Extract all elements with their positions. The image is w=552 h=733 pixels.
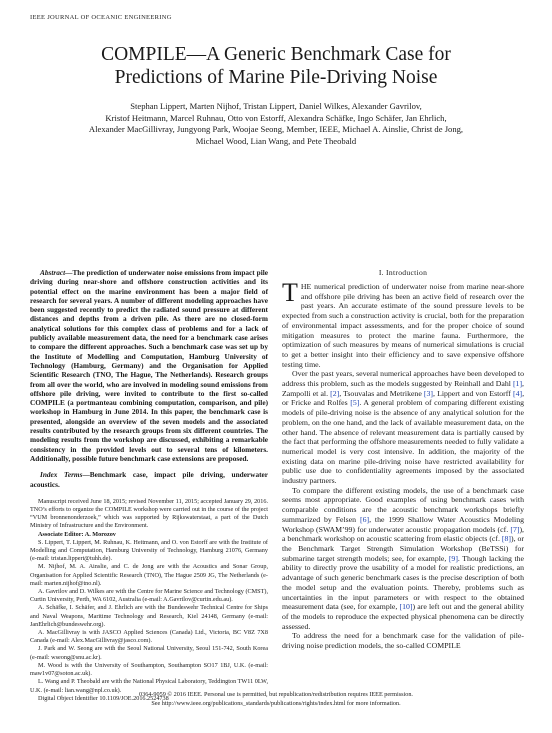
intro-paragraph-1-text: HE numerical prediction of underwater noise from marine near-shore and offshore pile driving has been an active field of research over the past years. An accurate estimate of the sound pressure levels to be expected from such a construction activity is crucial, both for the preparation of environmental impact assessments, and for the proper choice of sound mitigation measures to protect the marine fauna. Furthermore, the optimization of such measures by means of numerical simulations is crucial to get a better insight into their efficiency and to save expensive offshore testing time.: [282, 282, 524, 369]
affiliation: A. Gavrilov and D. Wilkes are with the Centre for Marine Science and Technology (CMST), Curtin University, Perth, WA 6102, Australia (e-mail: A.Gavrilov@curtin.edu.au).: [30, 588, 268, 604]
text-run: Over the past years, several numerical approaches have been developed to address this problem, such as the models suggested by Reinhall and Dahl: [282, 369, 524, 389]
text-run: To compare the different existing models, the use of a benchmark case seems most appropriate. Good examples of using benchmark cases with comparable conditions are the acoustic benchmark workshops briefly summarized by Felsen: [282, 485, 524, 524]
intro-paragraph-3: [282, 486, 524, 632]
index-terms: [30, 470, 268, 489]
author-list: [60, 101, 492, 147]
affiliation: A. MacGillivray is with JASCO Applied Sciences (Canada) Ltd., Victoria, BC V8Z 7X8 Canada (e-mail: Alex.MacGillivray@jasco.com).: [30, 629, 268, 645]
text-run: , Tsouvalas and Metrikene: [339, 388, 424, 398]
intro-paragraph-2: [282, 369, 524, 485]
associate-editor: Associate Editor: A. Morozov: [38, 530, 116, 538]
intro-paragraph-4: To address the need for a benchmark case for the validation of pile-driving noise prediction models, the so-called COMPILE: [282, 631, 524, 651]
author-line: Kristof Heitmann, Marcel Ruhnau, Otto von Estorff, Alexandra Schäfke, Ingo Schäfer, Jan Ehrlich,: [105, 112, 447, 123]
text-run: . A general problem of comparing different existing models of pile-driving noise is the absence of any analytical solution for the problem, on the one hand, and the lack of available measurement data, on the other hand. The absence of relevant measurement data is partially caused by the fact that performing the offshore measurements needed to fully validate a numerical model is very cost intensive. In addition, the majority of the existing data on marine pile-driving noise have restricted availability for public use due to confidentiality agreements imposed by the associated industry partners.: [282, 398, 525, 486]
abstract-lead: Abstract: [40, 268, 66, 277]
affiliation: S. Lippert, T. Lippert, M. Ruhnau, K. Heitmann, and O. von Estorff are with the Institute of Modelling and Computation, Hamburg University of Technology, Hamburg 21076, Germany (e-mail: tristan.lippert@tuhh.de).: [30, 538, 268, 563]
citation-link[interactable]: [10]: [399, 602, 413, 612]
title-line-1: COMPILE—A Generic Benchmark Case for: [101, 44, 451, 65]
rights-line: See http://www.ieee.org/publications_standards/publications/rights/index.html for more information.: [151, 699, 401, 707]
abstract: [30, 268, 268, 463]
text-run: ), a benchmark workshop on acoustic scattering from elastic objects (cf.: [282, 524, 524, 544]
index-terms-lead: Index Terms: [40, 470, 83, 480]
index-terms-text: —Benchmark case, impact pile driving, underwater acoustics.: [30, 470, 268, 489]
left-column: [30, 268, 268, 703]
citation-link[interactable]: [5]: [350, 398, 360, 408]
paper-title: [0, 43, 552, 89]
affiliation: J. Park and W. Seong are with the Seoul National University, Seoul 151-742, South Korea (e-mail: wseong@snu.ac.kr).: [30, 645, 268, 661]
citation-link[interactable]: [7]: [510, 524, 520, 534]
affiliation: A. Schäfke, I. Schäfer, and J. Ehrlich are with the Bundeswehr Technical Centre for Ships and Naval Weapons, Maritime Technology and Research, Kiel 24148, Germany (e-mail: JanEhrlich@bundeswehr.org).: [30, 604, 268, 628]
copyright-line: 0364-9059 © 2016 IEEE. Personal use is permitted, but republication/redistribution requires IEEE permission.: [139, 691, 413, 698]
citation-link[interactable]: [4]: [512, 388, 523, 398]
citation-link[interactable]: [1]: [512, 379, 523, 389]
doi-line: Digital Object Identifier 10.1109/JOE.2016.2524738: [38, 694, 169, 702]
citation-link[interactable]: [2]: [330, 388, 340, 398]
citation-link[interactable]: [9]: [448, 553, 458, 563]
text-run: , Lippert and von Estorff: [433, 388, 513, 398]
author-line: Stephan Lippert, Marten Nijhof, Tristan Lippert, Daniel Wilkes, Alexander Gavrilov,: [130, 101, 422, 111]
intro-paragraph-1: [282, 278, 524, 369]
citation-link[interactable]: [3]: [423, 388, 433, 398]
citation-link[interactable]: [8]: [501, 534, 511, 544]
title-line-2: Predictions of Marine Pile-Driving Noise: [114, 67, 438, 88]
text-run: ) are left out and the general ability of the models to reproduce the expected physical phenomena can be directly assessed.: [282, 602, 524, 631]
author-line: Alexander MacGillivray, Jungyong Park, Woojae Seong, Member, IEEE, Michael A. Ainslie, Christ de Jong,: [88, 124, 464, 135]
manuscript-note: Manuscript received June 18, 2015; revised November 11, 2015; accepted January 29, 2016. TNO’s efforts to organize the COMPILE workshop were carried out in the course of the project “VUM bronnenonderzoek,” which was supported by Rijkswaterstaat, a part of the Dutch Ministry of Infrastructure and the Environment.: [30, 497, 268, 530]
author-line: Michael Wood, Lian Wang, and Pete Theobald: [195, 135, 357, 146]
citation-link[interactable]: [6]: [359, 514, 370, 524]
journal-header: IEEE JOURNAL OF OCEANIC ENGINEERING: [30, 14, 172, 21]
affiliation: M. Nijhof, M. A. Ainslie, and C. de Jong are with the Acoustics and Sonar Group, Organisation for Applied Scientific Research (TNO), The Hague 2509 JG, The Netherlands (e-mail: marten.nijhof@tno.nl).: [30, 563, 268, 587]
section-heading-introduction: I. Introduction: [378, 268, 428, 277]
text-run: , the 1999 Shallow Water Acoustics Modeling Workshop (SWAM’99) for underwater acoustic propagation models (cf.: [282, 514, 524, 534]
affiliation: L. Wang and P. Theobald are with the National Physical Laboratory, Teddington TW11 0LW, U.K. (e-mail: lian.wang@npl.co.uk).: [30, 678, 268, 694]
affiliation: M. Wood is with the University of Southampton, Southampton SO17 1BJ, U.K. (e-mail: maw1v07@soton.ac.uk).: [30, 661, 268, 678]
abstract-text: —The prediction of underwater noise emissions from impact pile driving during near-shore and offshore construction activities and its potential effect on the marine environment has been a major field of research for several years. A number of different modeling approaches have been suggested recently to predict the radiated sound pressure at different distances and depths from a driven pile. As there are no closed-form analytical solutions for this complex class of problems and for a lack of publicly available measurement data, the need for a benchmark case arises to compare the different approaches. Such a benchmark case was set up by the Institute of Modelling and Computation, Hamburg University of Technology (Hamburg, Germany) and the Organisation for Applied Scientific Research (TNO, The Hague, The Netherlands). Research groups from all over the world, who are involved in modeling sound emissions from offshore pile driving, were invited to contribute to the first so-called COMPILE (a portmanteau combining computation, comparison, and pile) workshop in Hamburg in June 2014. In this paper, the benchmark case is presented, alongside an overview of the seven models and the associated results contributed by the research groups from six different countries. The modeling results from the workshop are discussed, exhibiting a remarkable consistency in the provided levels out to several tens of kilometers. Additionally, possible future benchmark case extensions are proposed.: [30, 268, 268, 463]
drop-cap: T: [282, 278, 298, 307]
copyright-footer: [0, 691, 552, 708]
text-run: ), or the Benchmark Target Strength Simulation Workshop (BeTSSi) for submarine target strength models; see, for example,: [282, 534, 524, 563]
text-run: , or Fricke and Rolfes: [282, 388, 525, 408]
text-run: . Though lacking the ability to directly prove the usability of a model for realistic predictions, an advantage of such generic benchmark cases is the precise description of both the model setup and the evaluation points. Thereby, problems such as uncertainties in the input parameters or with respect to the obtained measurement data (see, for example,: [282, 553, 524, 612]
text-run: , Zampolli et al.: [282, 379, 524, 398]
right-column: [282, 268, 524, 651]
